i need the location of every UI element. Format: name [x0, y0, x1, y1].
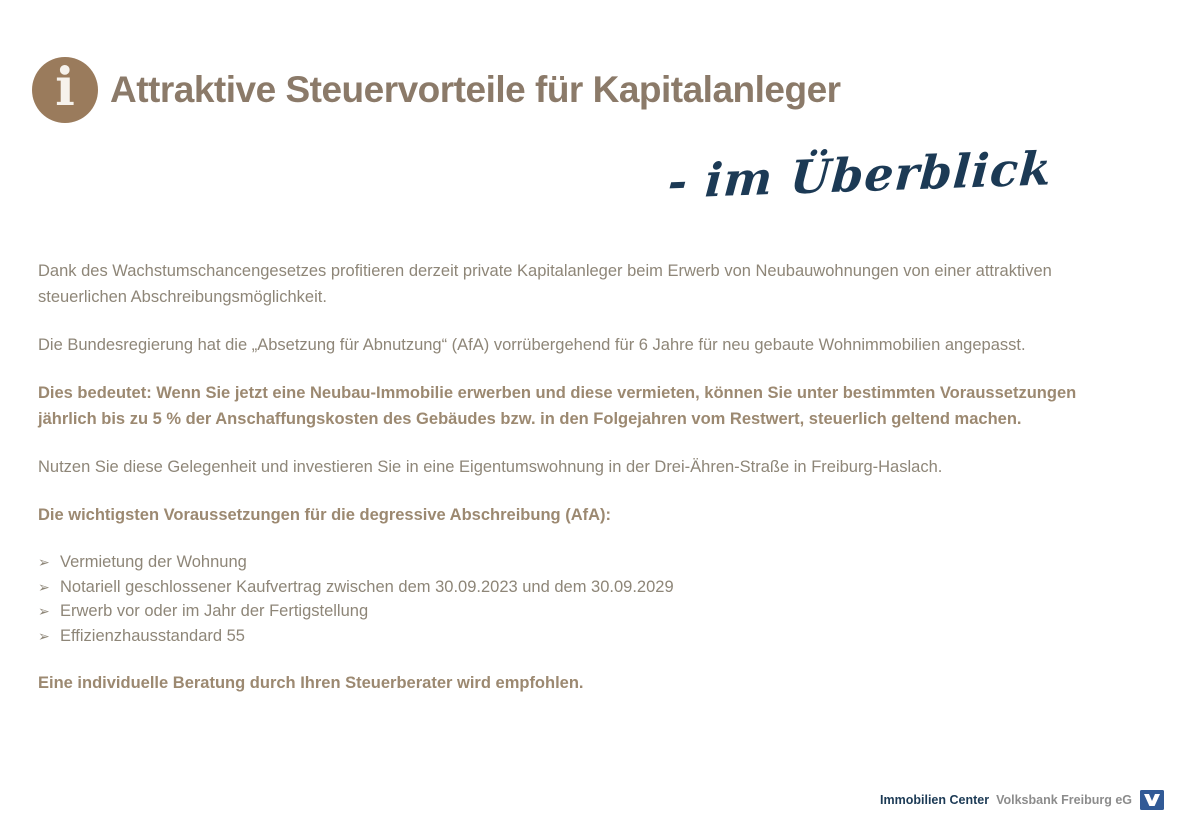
- footer-brand: [880, 790, 1164, 810]
- list-item-label: Notariell geschlossener Kaufvertrag zwischen dem 30.09.2023 und dem 30.09.2029: [60, 577, 674, 596]
- arrow-bullet-icon: ➢: [38, 603, 50, 619]
- page-title: Attraktive Steuervorteile für Kapitalanleger: [110, 69, 841, 110]
- arrow-bullet-icon: ➢: [38, 554, 50, 570]
- paragraph-afa-law: Die Bundesregierung hat die „Absetzung für Abnutzung“ (AfA) vorrübergehend für 6 Jahre für neu gebaute Wohnimmobilien angepasst.: [38, 336, 1026, 354]
- list-item: [38, 624, 1120, 649]
- footer-brand-regular: Volksbank Freiburg eG: [996, 793, 1132, 807]
- header: [32, 57, 841, 123]
- arrow-bullet-icon: ➢: [38, 578, 50, 595]
- list-item-label: Vermietung der Wohnung: [60, 553, 247, 571]
- body-content: [38, 258, 1120, 718]
- list-heading: Die wichtigsten Voraussetzungen für die degressive Abschreibung (AfA):: [38, 506, 612, 524]
- list-item-label: Effizienzhausstandard 55: [60, 626, 245, 645]
- list-item: [38, 575, 1120, 600]
- volksbank-logo-icon: [1140, 790, 1164, 810]
- list-item: [38, 550, 1120, 575]
- requirements-list: [38, 550, 1120, 648]
- footer-brand-bold: Immobilien Center: [880, 793, 990, 807]
- paragraph-call-to-action: Nutzen Sie diese Gelegenheit und investieren Sie in eine Eigentumswohnung in der Drei-Ähren-Straße in Freiburg-Haslach.: [38, 458, 943, 476]
- list-item: [38, 599, 1120, 624]
- paragraph-benefit-bold: Dies bedeutet: Wenn Sie jetzt eine Neubau-Immobilie erwerben und diese vermieten, können Sie unter bestimmten Voraussetzungen jährlich bis zu 5 % der Anschaffungskosten des Gebäudes bzw. in den Folgejahren vom Restwert, steuerlich geltend machen.: [38, 384, 1077, 428]
- paragraph-closing-advice: Eine individuelle Beratung durch Ihren Steuerberater wird empfohlen.: [38, 674, 584, 692]
- arrow-bullet-icon: ➢: [38, 627, 50, 644]
- info-icon: [32, 57, 98, 123]
- paragraph-intro: Dank des Wachstumschancengesetzes profitieren derzeit private Kapitalanleger beim Erwerb von Neubauwohnungen von einer attraktiven steuerlichen Abschreibungsmöglichkeit.: [38, 262, 1052, 306]
- tagline-script: - im Überblick: [666, 141, 1054, 209]
- list-item-label: Erwerb vor oder im Jahr der Fertigstellung: [60, 602, 369, 620]
- info-icon-glyph: i: [55, 57, 75, 118]
